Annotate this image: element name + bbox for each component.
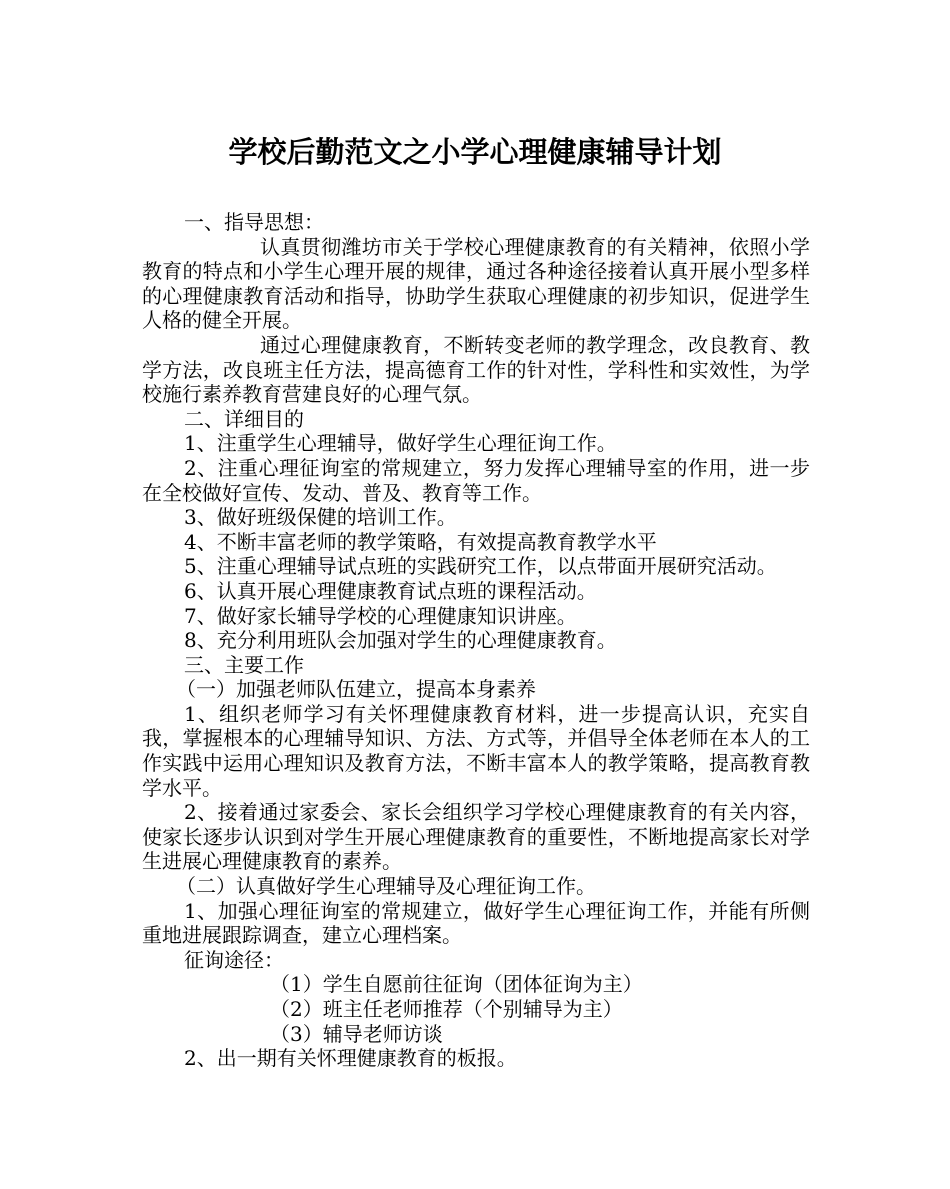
list-item: （1）学生自愿前往征询（团体征询为主）	[270, 972, 643, 997]
paragraph: 2、接着通过家委会、家长会组织学习学校心理健康教育的有关内容，使家长逐步认识到对学生开展心理健康教育的重要性，不断地提高家长对学生进展心理健康教育的素养。	[142, 800, 810, 874]
list-item: 7、做好家长辅导学校的心理健康知识讲座。	[184, 603, 577, 628]
section-heading-guiding-ideology: 一、指导思想：	[184, 210, 324, 234]
list-item: 5、注重心理辅导试点班的实践研究工作，以点带面开展研究活动。	[184, 554, 777, 579]
paragraph: 1、组织老师学习有关怀理健康教育材料，进一步提高认识，充实自我，掌握根本的心理辅导知识、方法、方式等，并倡导全体老师在本人的工作实践中运用心理知识及教育方法，不断丰富本人的教学策略，提高教育教学水平。	[142, 701, 810, 800]
subsection-heading: （二）认真做好学生心理辅导及心理征询工作。	[176, 874, 596, 899]
list-item: 1、注重学生心理辅导，做好学生心理征询工作。	[184, 431, 617, 456]
list-item: 2、注重心理征询室的常规建立，努力发挥心理辅导室的作用，进一步在全校做好宣传、发动、普及、教育等工作。	[142, 455, 810, 505]
section-heading-main-work: 三、主要工作	[184, 652, 304, 677]
list-item: 3、做好班级保健的培训工作。	[184, 505, 457, 530]
subsection-heading: （一）加强老师队伍建立，提高本身素养	[176, 677, 536, 702]
paragraph: 认真贯彻潍坊市关于学校心理健康教育的有关精神，依照小学教育的特点和小学生心理开展的规律，通过各种途径接着认真开展小型多样的心理健康教育活动和指导，协助学生获取心理健康的初步知识，促进学生人格的健全开展。	[142, 234, 810, 333]
paragraph: 1、加强心理征询室的常规建立，做好学生心理征询工作，并能有所侧重地进展跟踪调查，建立心理档案。	[142, 898, 810, 948]
list-item: 6、认真开展心理健康教育试点班的课程活动。	[184, 578, 597, 603]
paragraph: 2、出一期有关怀理健康教育的板报。	[184, 1046, 517, 1071]
document-title: 学校后勤范文之小学心理健康辅导计划	[228, 135, 722, 169]
section-heading-objectives: 二、详细目的	[184, 406, 304, 431]
list-item: （2）班主任老师推荐（个别辅导为主）	[270, 997, 623, 1021]
document-body	[142, 210, 810, 1071]
list-item: 8、充分利用班队会加强对学生的心理健康教育。	[184, 628, 617, 653]
paragraph: 征询途径：	[184, 947, 284, 972]
paragraph: 通过心理健康教育，不断转变老师的教学理念，改良教育、教学方法，改良班主任方法，提高德育工作的针对性，学科性和实效性，为学校施行素养教育营建良好的心理气氛。	[142, 332, 810, 407]
list-item: （3）辅导老师访谈	[270, 1021, 443, 1046]
list-item: 4、不断丰富老师的教学策略，有效提高教育教学水平	[184, 529, 657, 554]
